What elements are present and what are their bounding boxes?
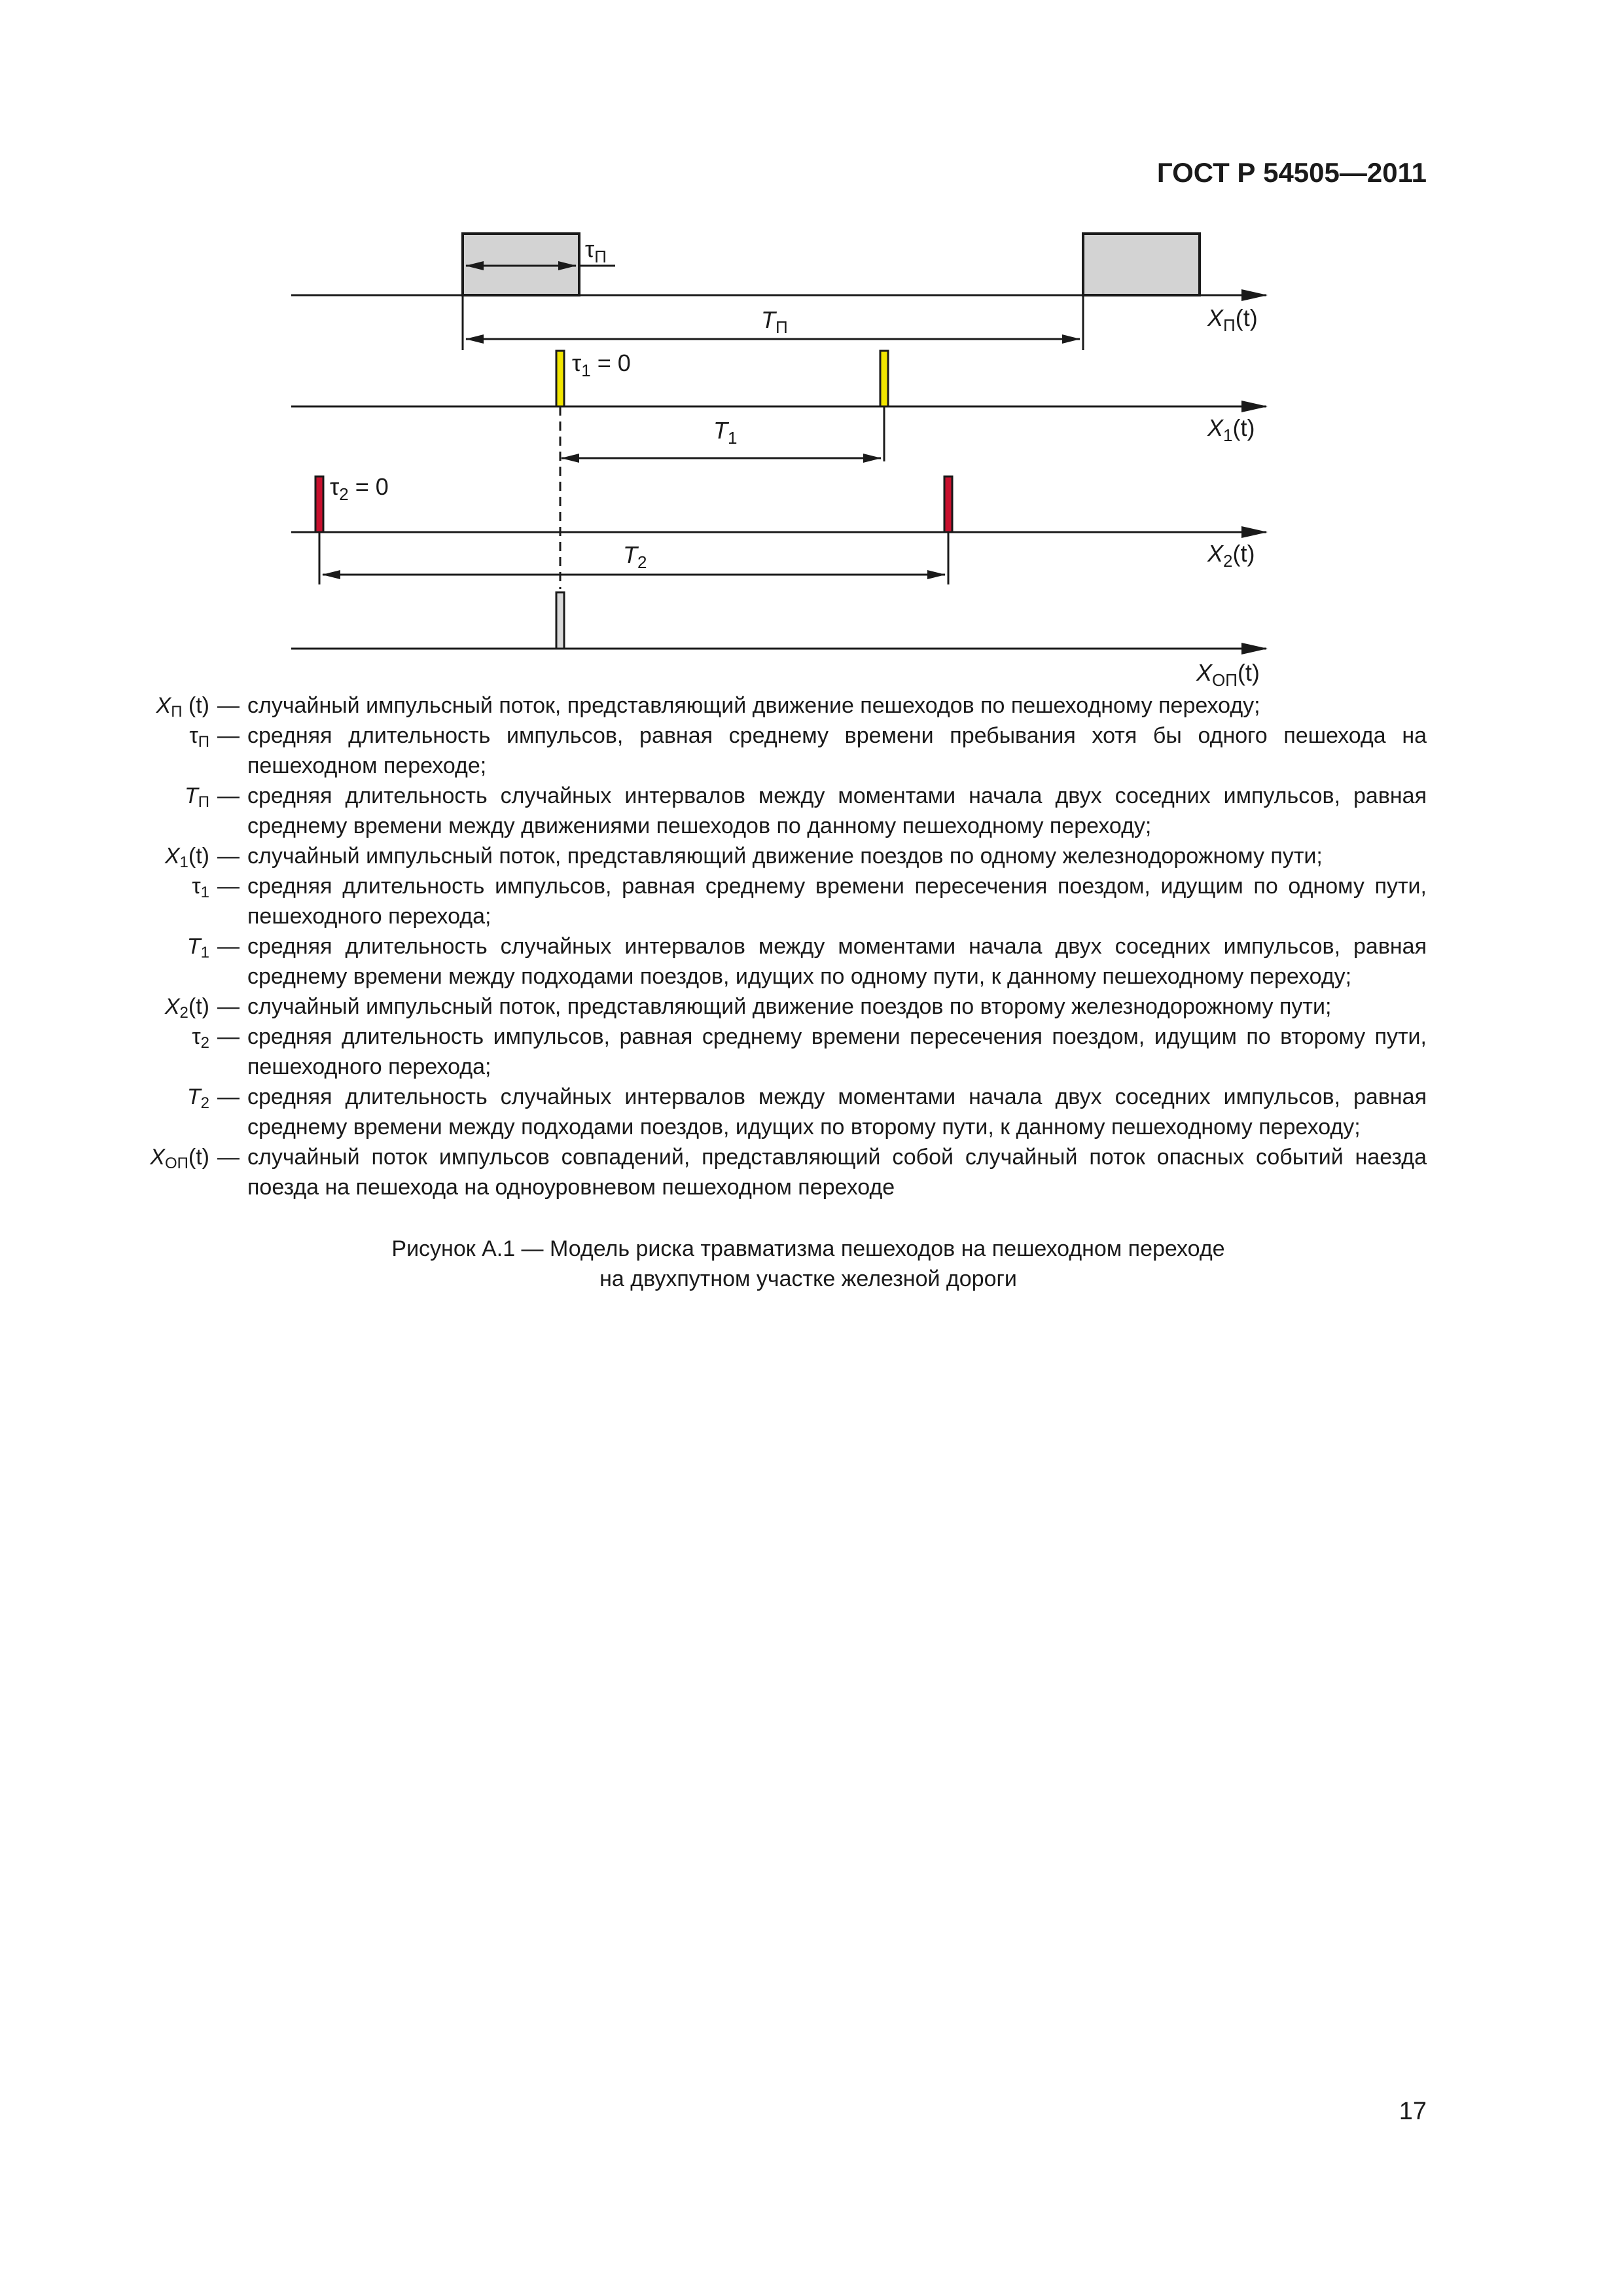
legend-row: $\tau_П$ — средняя длительность импульсов, равная среднему времени пребывания хотя бы одного пешехода на пешеходном переходе; — [111, 721, 1427, 781]
legend-description: случайный импульсный поток, представляющий движение поездов по второму железнодорожному пути; — [247, 994, 1332, 1019]
legend-description: случайный импульсный поток, представляющий движение поездов по одному железнодорожному пути; — [247, 844, 1323, 869]
legend-description: случайный поток импульсов совпадений, представляющий собой случайный поток опасных событий наезда поезда на пешехода на одноуровневом пешеходном переходе — [247, 1145, 1427, 1200]
legend-symbol: $X_1(t)$ — [164, 844, 209, 871]
caption-line-1: Рисунок А.1 — Модель риска травматизма пешеходов на пешеходном переходе — [391, 1236, 1225, 1261]
legend-row: $X_1(t)$ — случайный импульсный поток, представляющий движение поездов по одному железнодорожному пути; — [111, 841, 1427, 871]
legend-row: $T_1$ — средняя длительность случайных интервалов между моментами начала двух соседних импульсов, равная среднему времени между подходами поездов, идущих по одному пути, к данному пешеходному переходу; — [111, 931, 1427, 992]
track2-tau-label: $\tau_2 = 0$ — [330, 473, 389, 504]
legend-description: средняя длительность случайных интервалов между моментами начала двух соседних импульсов, равная среднему времени между подходами поездов, идущих по одному пути, к данному пешеходному переходу; — [247, 934, 1427, 989]
legend-description: средняя длительность импульсов, равная среднему времени пребывания хотя бы одного пешехода на пешеходном переходе; — [247, 723, 1427, 778]
legend-row: $X_П$ (t) — случайный импульсный поток, представляющий движение пешеходов по пешеходному переходу; — [111, 691, 1427, 721]
legend-description: средняя длительность случайных интервалов между моментами начала двух соседних импульсов, равная среднему времени между движениями пешеходов по данному пешеходному переходу; — [247, 783, 1427, 838]
document-header: ГОСТ Р 54505—2011 — [1156, 157, 1427, 188]
track1-axis-label: $X_1(t)$ — [1207, 414, 1255, 445]
track2-pulse-1 — [315, 476, 323, 532]
track2-axis-label: $X_2(t)$ — [1207, 540, 1255, 571]
legend-row: $\tau_1$ — средняя длительность импульсов, равная среднему времени пересечения поездом, идущим по одному пути, пешеходного перехода; — [111, 871, 1427, 931]
track1-pulse-2 — [880, 351, 888, 406]
track2-period-label: $T_2$ — [623, 541, 647, 572]
danger-axis-label: $X_{ОП}(t)$ — [1196, 659, 1260, 690]
legend-description: случайный импульсный поток, представляющий движение пешеходов по пешеходному переходу; — [247, 693, 1260, 718]
pedestrian-tau-label: $\tau_П$ — [585, 236, 607, 266]
legend-symbol: $X_2(t)$ — [164, 994, 209, 1022]
pedestrian-pulse-2 — [1083, 234, 1200, 295]
track1-period-label: $T_1$ — [713, 417, 738, 448]
caption-line-2: на двухпутном участке железной дороги — [599, 1266, 1017, 1291]
legend-symbol: $T_П$ — [184, 783, 209, 811]
pedestrian-period-label: $T_П$ — [761, 306, 788, 337]
legend-description: средняя длительность импульсов, равная среднему времени пересечения поездом, идущим по одному пути, пешеходного перехода; — [247, 874, 1427, 929]
page-number: 17 — [1399, 2098, 1427, 2125]
legend-description: средняя длительность импульсов, равная среднему времени пересечения поездом, идущим по второму пути, пешеходного перехода; — [247, 1024, 1427, 1079]
pulse-flow-diagram — [0, 0, 1623, 694]
legend-description: средняя длительность случайных интервалов между моментами начала двух соседних импульсов, равная среднему времени между подходами поездов, идущих по второму пути, к данному пешеходному переходу; — [247, 1085, 1427, 1139]
legend-symbol: $\tau_П$ — [189, 723, 209, 751]
pedestrian-pulse-1 — [463, 234, 579, 295]
legend — [111, 691, 1427, 1202]
legend-row: $X_{ОП}(t)$ — случайный поток импульсов совпадений, представляющий собой случайный поток опасных событий наезда поезда на пешехода на одноуровневом пешеходном переходе — [111, 1142, 1427, 1202]
legend-symbol: $X_П$ (t) — [156, 693, 209, 721]
legend-symbol: $X_{ОП}(t)$ — [150, 1145, 209, 1172]
track1-pulse-1 — [556, 351, 564, 406]
legend-row: $T_2$ — средняя длительность случайных интервалов между моментами начала двух соседних импульсов, равная среднему времени между подходами поездов, идущих по второму пути, к данному пешеходному переходу; — [111, 1082, 1427, 1142]
pedestrian-axis-label: $X_П(t)$ — [1207, 304, 1258, 335]
figure-caption — [157, 1234, 1459, 1294]
legend-row: $X_2(t)$ — случайный импульсный поток, представляющий движение поездов по второму железнодорожному пути; — [111, 992, 1427, 1022]
track2-pulse-2 — [944, 476, 952, 532]
legend-symbol: $\tau_1$ — [192, 874, 209, 901]
legend-row: $\tau_2$ — средняя длительность импульсов, равная среднему времени пересечения поездом, идущим по второму пути, пешеходного перехода; — [111, 1022, 1427, 1082]
danger-pulse — [556, 592, 564, 649]
legend-symbol: $T_2$ — [187, 1085, 209, 1112]
legend-row: $T_П$ — средняя длительность случайных интервалов между моментами начала двух соседних импульсов, равная среднему времени между движениями пешеходов по данному пешеходному переходу; — [111, 781, 1427, 841]
legend-symbol: $T_1$ — [187, 934, 209, 961]
legend-symbol: $\tau_2$ — [192, 1024, 209, 1052]
track1-tau-label: $\tau_1 = 0$ — [572, 350, 631, 380]
